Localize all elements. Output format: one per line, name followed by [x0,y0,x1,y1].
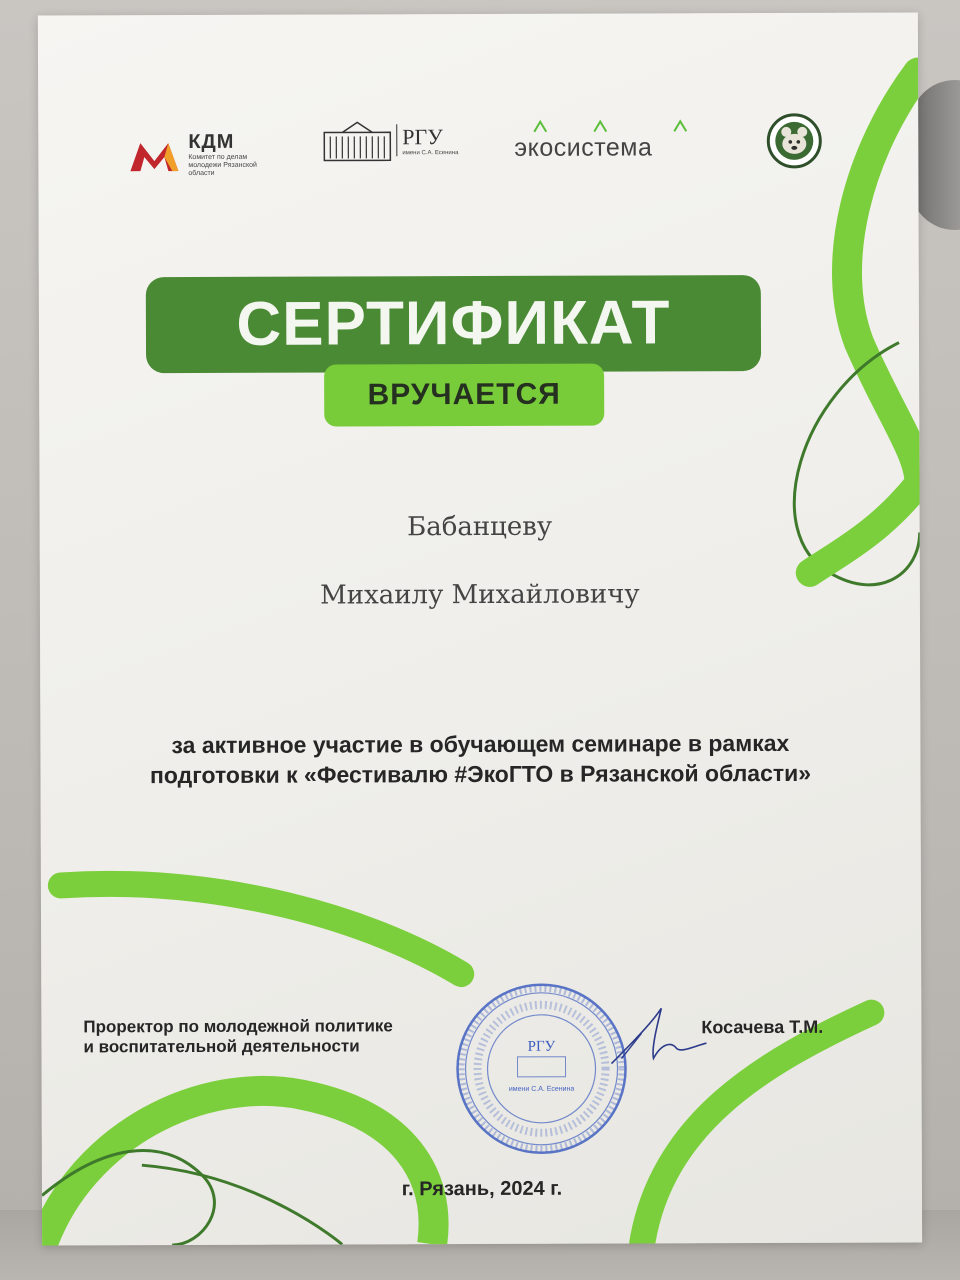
signatory-position-line1: Проректор по молодежной политике [83,1016,393,1037]
place-and-date: г. Рязань, 2024 г. [401,1177,563,1201]
ecosystem-logo [514,119,754,163]
certificate-sheet [38,12,922,1245]
handwritten-signature [601,1003,711,1073]
partner-logos [38,112,918,195]
signatory-name: Косачева Т.М. [701,1016,824,1038]
signatory-position-line2: и воспитательной деятельности [83,1036,360,1057]
rgu-logo [322,118,458,162]
award-reason-line2: подготовки к «Фестивалю #ЭкоГТО в Рязанской области» [149,759,812,789]
bear-emblem-icon [766,113,822,174]
kdm-title: КДМ [188,130,235,154]
recipient-name: Михаилу Михайловичу [320,579,640,611]
signatory-position [83,1016,393,1057]
ecosystem-title: экосистема [514,133,653,162]
kdm-mark-icon [128,137,180,173]
certificate-title: СЕРТИФИКАТ [146,275,761,373]
rgu-subtitle: имени С.А. Есенина [402,150,459,157]
leaf-accent-icon [514,119,754,134]
rgu-title: РГУ [402,124,443,150]
certificate-subtitle: ВРУЧАЕТСЯ [324,364,604,427]
recipient-surname: Бабанцеву [407,511,553,543]
kdm-subtitle: Комитет по делам молодежи Рязанской области [188,153,257,178]
seal-center-text: РГУ [527,1038,556,1055]
university-building-icon [322,118,392,162]
award-reason [40,727,920,790]
award-reason-line1: за активное участие в обучающем семинаре в рамках [171,729,790,759]
kdm-logo [128,131,268,178]
seal-center-subtext: имени С.А. Есенина [508,1085,575,1093]
